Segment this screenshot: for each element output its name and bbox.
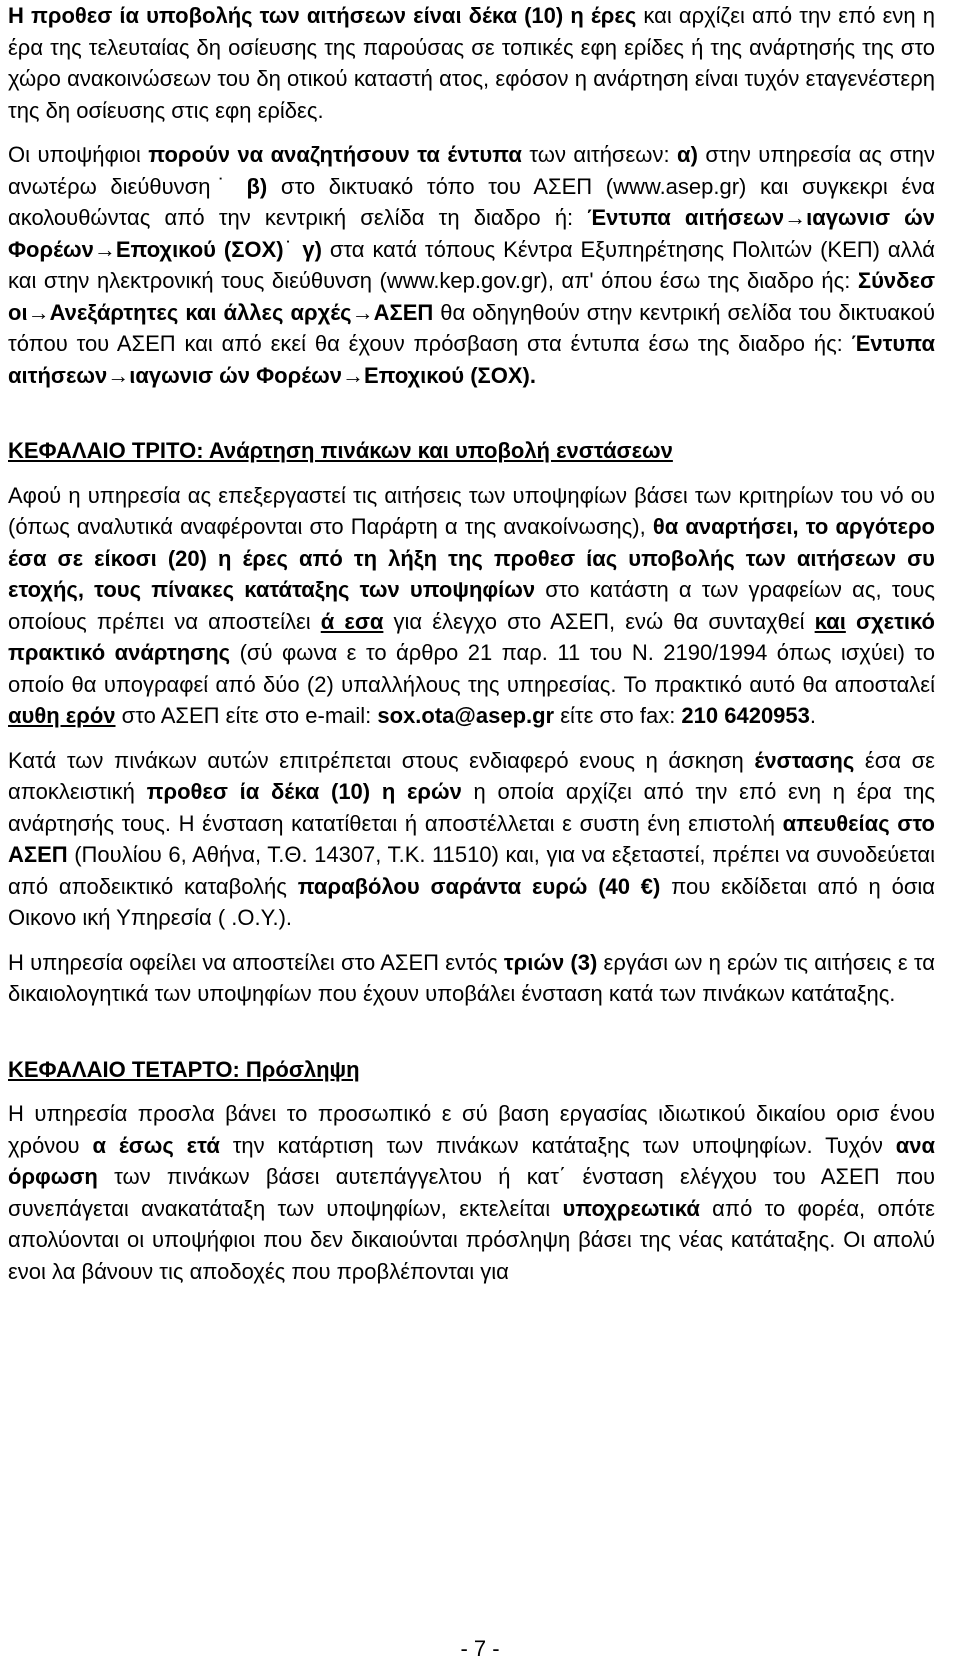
text-run: (σύ φωνα ε το άρθρο 21 παρ. 11 του Ν. 2190/1994 όπως ισχύει) το οποίο θα υπογραφεί από δύο (2) υπαλλήλους της υπηρεσίας. Το πρακτικό αυτό θα αποσταλεί [8, 640, 935, 697]
bold-text: Ανεξάρτητες και άλλες αρχές [49, 299, 352, 325]
text-run: και αρχίζει από την επό ενη η έρα της τελευταίας δη οσίευσης της παρούσας σε τοπικές εφη ερίδες ή της ανάρτησής της στο χώρο ανακοινώσεων του δη οτικού καταστή ατος, εφόσον η ανάρτηση είναι τυχόν εταγενέστερη της δη οσίευσης στις εφη ερίδες. [8, 3, 936, 123]
bold-text: ιαγωνισ ών Φορέων [8, 205, 935, 262]
bold-text: θα αναρτήσει, το αργότερο έσα σε είκοσι (20) η έρες από τη λήξη της προθεσ ίας υποβολής των αιτήσεων συ ετοχής, τους πίνακες κατάταξης των υποψηφίων [8, 514, 935, 602]
bold-text: Η προθεσ ία υποβολής των αιτήσεων είναι δέκα (10) η έρες [8, 3, 637, 28]
bold-text: Έντυπα αιτήσεων [587, 205, 785, 230]
bold-text: ένστασης [754, 747, 855, 773]
bold-text: α) [677, 142, 698, 167]
paragraph-posting-tables [8, 480, 935, 732]
paragraph-objections [8, 745, 935, 934]
text-run: (Πουλίου 6, Αθήνα, Τ.Θ. 14307, Τ.Κ. 11510) και, για να εξεταστεί, πρέπει να συνοδεύεται από αποδεικτικό καταβολής [8, 842, 935, 899]
bold-text: Σύνδεσ οι [8, 268, 935, 325]
bold-text: Εποχικού (ΣΟΧ) [115, 236, 284, 262]
text-run: Οι υποψήφιοι [8, 142, 149, 167]
bold-text: και [814, 608, 846, 634]
arrow-right-icon: → [341, 362, 364, 388]
text-run: είτε στο fax: [554, 703, 682, 728]
text-run [846, 609, 856, 634]
bold-text: πορούν να αναζητήσουν τα έντυπα [148, 142, 522, 167]
text-run: των πινάκων βάσει αυτεπάγγελτου ή κατ΄ ένσταση ελέγχου του ΑΣΕΠ που συνεπάγεται ανακατάταξη των υποψηφίων, εκτελείται [8, 1164, 935, 1221]
bold-text: Έντυπα αιτήσεων [8, 331, 935, 388]
bold-text: προθεσ ία δέκα (10) η ερών [146, 779, 462, 804]
text-run: στο δικτυακό τόπο του ΑΣΕΠ (www.asep.gr) και συγκεκρι ένα ακολουθώντας από την κεντρική σελίδα τη διαδρο ή: [8, 173, 935, 230]
text-run: στα κατά τόπους Κέντρα Εξυπηρέτησης Πολιτών (ΚΕΠ) αλλά και στην ηλεκτρονική τους διεύθυνση (www.kep.gov.gr), απ' όπου έσω της διαδρο ής: [8, 236, 935, 293]
bold-text: τριών (3) [503, 949, 598, 975]
bold-text: υποχρεωτικά [562, 1195, 700, 1221]
bold-text: γ) [302, 236, 322, 262]
text-run: των αιτήσεων: [521, 142, 678, 167]
text-run: έσα σε αποκλειστική [8, 747, 935, 804]
bold-text: απευθείας στο ΑΣΕΠ [8, 810, 935, 867]
bold-text: α έσως ετά [92, 1132, 220, 1158]
paragraph-hiring [8, 1098, 935, 1287]
paragraph-submission-deadline [8, 0, 935, 126]
text-run: από το φορέα, οπότε απολύονται οι υποψήφιοι που δεν δικαιούνται πρόσληψη βάσει της νέας κατάταξης. Οι απολύ ενοι λα βάνουν τις αποδοχές που προβλέπονται για [8, 1195, 935, 1284]
arrow-right-icon: → [107, 362, 130, 388]
arrow-right-icon: → [27, 299, 50, 325]
text-run: στο ΑΣΕΠ είτε στο e-mail: [115, 703, 378, 728]
bold-text: ιαγωνισ ών Φορέων [129, 362, 342, 388]
text-run: η οποία αρχίζει από την επό ενη η έρα της ανάρτησής τους. Η ένσταση κατατίθεται ή αποστέλλεται ε συστη ένη επιστολή [8, 779, 935, 836]
text-run: Αφού η υπηρεσία ας επεξεργαστεί τις αιτήσεις των υποψηφίων βάσει των κριτηρίων του νό ου (όπως αναλυτικά αναφέρονται στο Παράρτη α της ανακοίνωσης), [8, 482, 935, 539]
text-run: Η υπηρεσία οφείλει να αποστείλει στο ΑΣΕΠ εντός [8, 949, 504, 975]
arrow-right-icon: → [351, 299, 374, 325]
bold-text: ά εσα [320, 608, 384, 634]
bold-text: sox.ota@asep.gr [377, 703, 555, 728]
text-run: για έλεγχο στο ΑΣΕΠ, ενώ θα συνταχθεί [383, 608, 815, 634]
arrow-right-icon: → [784, 205, 807, 230]
bold-text: Εποχικού (ΣΟΧ). [363, 362, 536, 388]
chapter-three-heading: ΚΕΦΑΛΑΙΟ ΤΡΙΤΟ: Ανάρτηση πινάκων και υποβολή ενστάσεων [8, 438, 673, 463]
text-run: ˙ [283, 236, 303, 262]
arrow-right-icon: → [93, 236, 116, 262]
bold-text: σχετικό πρακτικό ανάρτησης [8, 608, 935, 665]
bold-text: ΑΣΕΠ [373, 299, 434, 325]
text-run: την κατάρτιση των πινάκων κατάταξης των υποψηφίων. Τυχόν [219, 1132, 896, 1158]
text-run: Η υπηρεσία προσλα βάνει το προσωπικό ε σύ βαση εργασίας ιδιωτικού δικαίου ορισ ένου χρόνου [8, 1101, 935, 1158]
paragraph-forwarding-objections [8, 947, 935, 1010]
bold-text: παραβόλου σαράντα ευρώ (40 €) [297, 873, 661, 899]
text-run: . [809, 703, 817, 728]
text-run: στο κατάστη α των γραφείων ας, τους οποίους πρέπει να αποστείλει [8, 577, 935, 634]
paragraph-application-forms [8, 139, 935, 391]
text-run: θα οδηγηθούν στην κεντρική σελίδα του δικτυακού τόπου του ΑΣΕΠ και από εκεί θα έχουν πρόσβαση στα έντυπα έσω της διαδρο ής: [8, 299, 935, 356]
text-run: που εκδίδεται από η όσια Οικονο ική Υπηρεσία ( .Ο.Υ.). [8, 873, 935, 930]
text-run: εργάσι ων η ερών τις αιτήσεις ε τα δικαιολογητικά των υποψηφίων που έχουν υποβάλει ένσταση κατά των πινάκων κατάταξης. [8, 949, 935, 1006]
text-run: Κατά των πινάκων αυτών επιτρέπεται στους ενδιαφερό ενους η άσκηση [8, 747, 755, 773]
chapter-four-heading: ΚΕΦΑΛΑΙΟ ΤΕΤΑΡΤΟ: Πρόσληψη [8, 1056, 360, 1082]
page-number: - 7 - [460, 1636, 500, 1661]
bold-text: αυθη ερόν [8, 703, 116, 728]
bold-text: β) [246, 173, 268, 199]
bold-text: ανα όρφωση [8, 1132, 935, 1189]
bold-text: 210 6420953 [681, 703, 810, 728]
text-run: στην υπηρεσία ας στην ανωτέρω διεύθυνση˙ [8, 142, 935, 199]
